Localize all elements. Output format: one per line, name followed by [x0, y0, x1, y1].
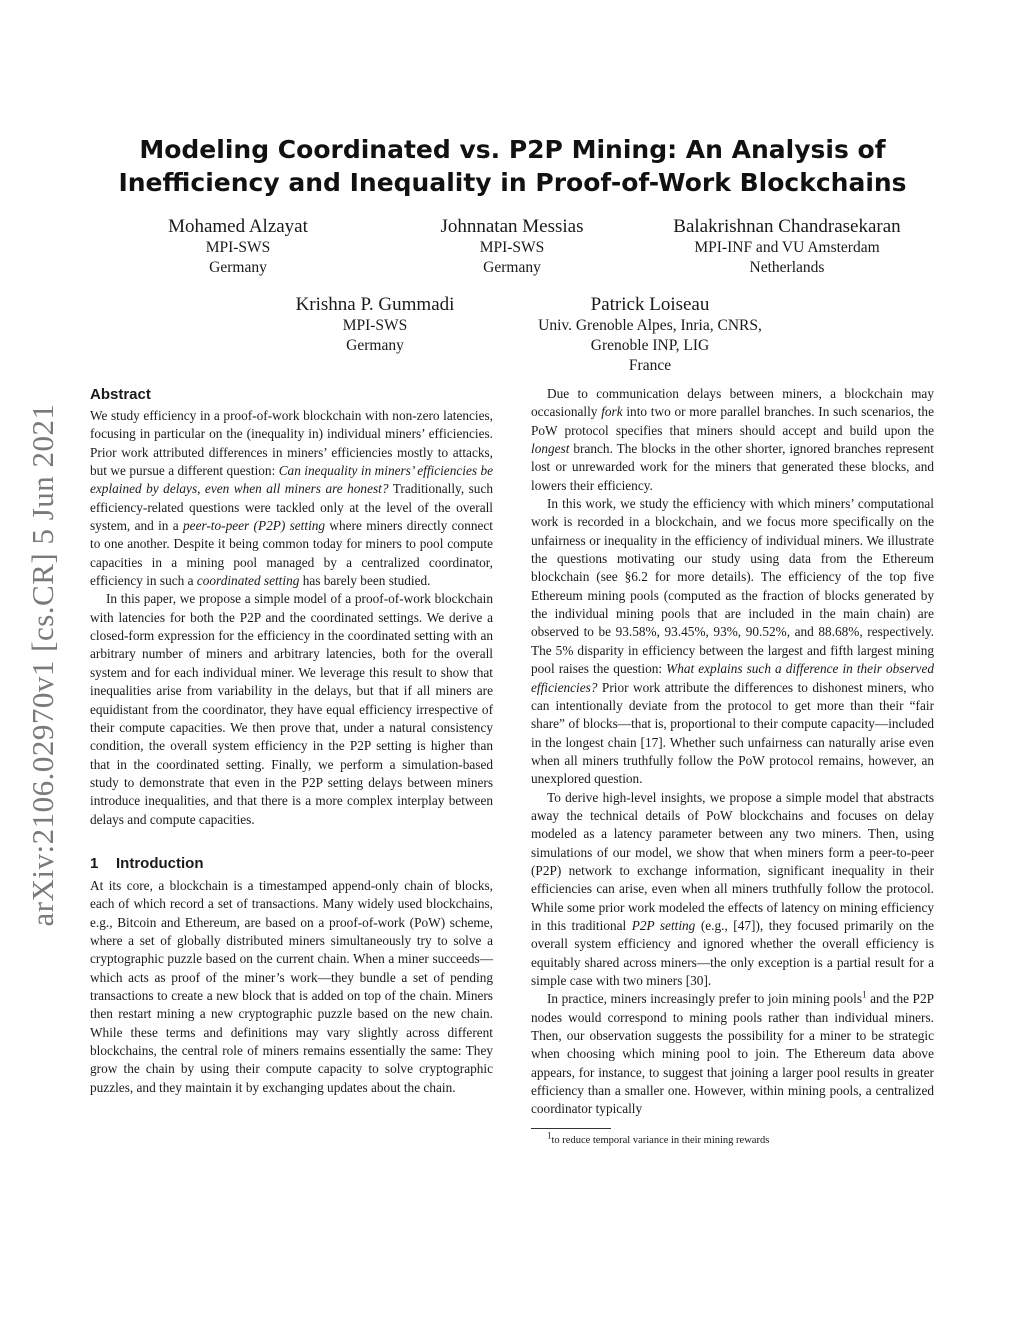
abstract-paragraph-1: We study efficiency in a proof-of-work blockchain with non-zero latencies, focusing in particular on the (inequality in) individual miners’ efficiencies. Prior work attributed differences in miners’ efficiencies mostly to attacks, but we pursue a different question: Can inequality in miners’ efficiencies be explained by delays, even when all miners are honest? Traditionally, such efficiency-related questions were tackled only at the level of the overall system, and in a peer-to-peer (P2P) setting where miners directly connect to one another. Despite it being common today for miners to pool compute capacities in a mining pool managed by a centralized coordinator, efficiency in such a coordinated setting has barely been studied. [90, 408, 493, 589]
right-column [531, 385, 934, 1147]
author-block [265, 294, 485, 356]
author-country: Germany [483, 259, 541, 276]
introduction-paragraph-1: At its core, a blockchain is a timestamped append-only chain of blocks, each of which record a set of transactions. Many widely used blockchains, e.g., Bitcoin and Ethereum, are based on a proof-of-work (PoW) scheme, where a set of globally distributed miners simultaneously try to solve a cryptographic puzzle based on the current chain. When a miner succeeds—which acts as proof of the miner’s work—they bundle a set of pending transactions to create a new block that is added on top of the chain. Miners then restart mining a new cryptographic puzzle based on the new chain. While these terms and definitions may vary slightly across different blockchains, the central role of miners remains essentially the same: They grow the chain by using their compute capacity to solve cryptographic puzzles, and they maintain it by exchanging updates about the chain. [90, 877, 493, 1095]
author-affiliation-2: Grenoble INP, LIG [590, 337, 710, 354]
author-affiliation: MPI-SWS [205, 239, 271, 256]
section-heading-introduction [90, 854, 493, 874]
title-line-2: Inefficiency and Inequality in Proof-of-Work Blockchains [118, 168, 907, 197]
title-line-1: Modeling Coordinated vs. P2P Mining: An Analysis of [139, 135, 886, 164]
author-name: Mohamed Alzayat [168, 216, 308, 237]
abstract-paragraph-2: In this paper, we propose a simple model of a proof-of-work blockchain with latencies for both the P2P and the coordinated settings. We derive a closed-form expression for the efficiency in the coordinated setting with an arbitrary number of miners and arbitrary latencies, both for the overall system and for each individual miner. We leverage this result to show that inequalities arise from variability in the delays, but that if all miners are equidistant from the coordinator, they have equal efficiency irrespective of their compute capacities. We then prove that, under a natural consistency condition, the overall system efficiency in the P2P setting is higher than that in the coordinated setting. Finally, we perform a simulation-based study to demonstrate that even in the P2P setting delays between miners introduce inequalities, and that there is a more complex interplay between delays and compute capacities. [90, 591, 493, 827]
body-paragraph-forks: Due to communication delays between miners, a blockchain may occasionally fork into two or more parallel branches. In such scenarios, the PoW protocol specifies that miners should accept and build upon the longest branch. The blocks in the other shorter, ignored branches represent lost or unrewarded work for the miners that generated these blocks, and lowers their efficiency. [531, 386, 934, 493]
left-column [90, 385, 493, 1097]
section-number: 1 [90, 854, 99, 872]
author-affiliation: MPI-INF and VU Amsterdam [694, 239, 880, 256]
author-block [652, 216, 922, 278]
body-paragraph-efficiency: In this work, we study the efficiency with which miners’ computational work is recorded in a blockchain, and we focus more specifically on the unfairness or inequality in the efficiency of individual miners. We illustrate the questions motivating our study using data from the Ethereum blockchain (see §6.2 for more details). The efficiency of the top five Ethereum mining pools (computed as the fraction of blocks generated by the individual mining pools that are included in the main chain) are observed to be 93.58%, 93.45%, 93%, 90.52%, and 88.68%, respectively. The 5% disparity in efficiency between the largest and fifth largest mining pool raises the question: What explains such a difference in their observed efficiencies? Prior work attribute the differences to dishonest miners, who can intentionally deviate from the protocol to get more than their “fair share” of blocks—that is, proportional to their compute capacity—included in the longest chain [17]. Whether such unfairness can naturally arise even when all miners truthfully follow the PoW protocol remains, however, an unexplored question. [531, 496, 935, 787]
author-country: Germany [346, 337, 404, 354]
author-affiliation: MPI-SWS [479, 239, 545, 256]
author-affiliation: MPI-SWS [342, 317, 408, 334]
abstract-heading: Abstract [90, 386, 151, 403]
author-block [412, 216, 612, 278]
footnote-reference: 1 [862, 989, 867, 1000]
author-name: Patrick Loiseau [590, 294, 710, 315]
body-paragraph-model: To derive high-level insights, we propose a simple model that abstracts away the technical details of PoW blockchains and focuses on delay modeled as a latency parameter between any two miners. Then, using simulations of our model, we show that when miners form a peer-to-peer (P2P) network to exchange information, significant inequality in their efficiencies can arise, even when all miners truthfully follow the protocol. While some prior work modeled the effects of latency on mining efficiency in this traditional P2P setting (e.g., [47]), they focused primarily on the overall system efficiency and ignored whether the overall efficiency is equitably shared across miners—the only exception is a partial result for a simple case with two miners [30]. [531, 789, 934, 988]
author-name: Johnnatan Messias [440, 216, 584, 237]
author-affiliation: Univ. Grenoble Alpes, Inria, CNRS, [538, 317, 762, 334]
author-country: Germany [209, 259, 267, 276]
arxiv-identifier: arXiv:2106.02970v1 [cs.CR] 5 Jun 2021 [25, 403, 60, 927]
footnote-mark: 1 [547, 1130, 552, 1141]
author-country: Netherlands [749, 259, 825, 276]
footnote: $^1$to reduce temporal variance in their mining rewards [547, 1130, 770, 1146]
paper-title [90, 133, 935, 199]
author-block [520, 294, 780, 376]
author-name: Balakrishnan Chandrasekaran [673, 216, 901, 237]
author-block [138, 216, 338, 278]
body-paragraph-mining-pools: In practice, miners increasingly prefer to join mining pools$^1$ and the P2P nodes would correspond to mining pools rather than individual miners. Then, our observation suggests the possibility for a miner to be strategic when choosing which mining pool to join. The Ethereum data above appears, for instance, to suggest that joining a larger pool results in greater efficiency than a smaller one. However, within mining pools, a centralized coordinator typically [531, 989, 935, 1117]
section-title: Introduction [116, 854, 204, 872]
author-name: Krishna P. Gummadi [295, 294, 455, 315]
arxiv-watermark [18, 370, 68, 960]
footnote-divider [531, 1128, 611, 1129]
author-country: France [628, 357, 672, 374]
